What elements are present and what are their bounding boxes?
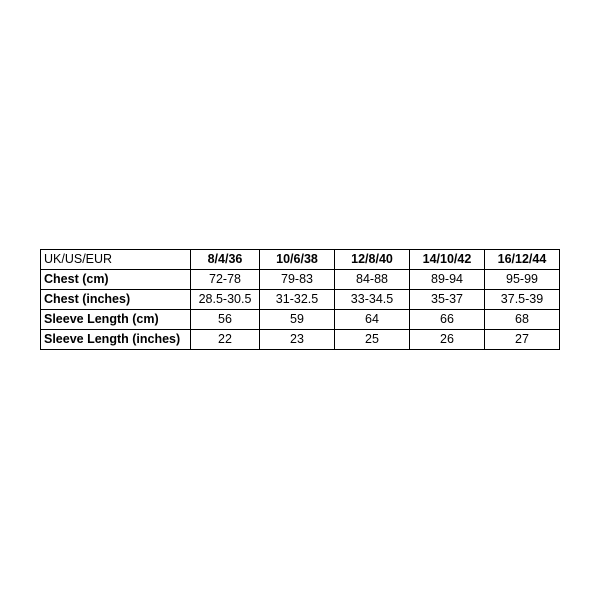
size-system-header: UK/US/EUR (41, 250, 191, 270)
table-cell: 26 (410, 330, 485, 350)
table-row (41, 290, 560, 310)
table-cell: 59 (260, 310, 335, 330)
table-header-row (41, 250, 560, 270)
table-cell: 22 (191, 330, 260, 350)
table-cell: 28.5-30.5 (191, 290, 260, 310)
table-cell: 23 (260, 330, 335, 350)
table-cell: 33-34.5 (335, 290, 410, 310)
table-cell: 35-37 (410, 290, 485, 310)
size-header: 8/4/36 (191, 250, 260, 270)
table-row (41, 310, 560, 330)
table-cell: 72-78 (191, 270, 260, 290)
table-cell: 64 (335, 310, 410, 330)
size-header: 14/10/42 (410, 250, 485, 270)
table-cell: 95-99 (485, 270, 560, 290)
table-cell: 27 (485, 330, 560, 350)
table-cell: 25 (335, 330, 410, 350)
row-label: Chest (inches) (41, 290, 191, 310)
size-header: 12/8/40 (335, 250, 410, 270)
table-cell: 84-88 (335, 270, 410, 290)
size-chart-table (40, 249, 560, 350)
table-cell: 79-83 (260, 270, 335, 290)
table-row (41, 270, 560, 290)
table-cell: 66 (410, 310, 485, 330)
table-cell: 68 (485, 310, 560, 330)
table-cell: 56 (191, 310, 260, 330)
table-cell: 31-32.5 (260, 290, 335, 310)
size-header: 16/12/44 (485, 250, 560, 270)
row-label: Chest (cm) (41, 270, 191, 290)
table-cell: 89-94 (410, 270, 485, 290)
row-label: Sleeve Length (inches) (41, 330, 191, 350)
table-row (41, 330, 560, 350)
table-cell: 37.5-39 (485, 290, 560, 310)
size-header: 10/6/38 (260, 250, 335, 270)
row-label: Sleeve Length (cm) (41, 310, 191, 330)
